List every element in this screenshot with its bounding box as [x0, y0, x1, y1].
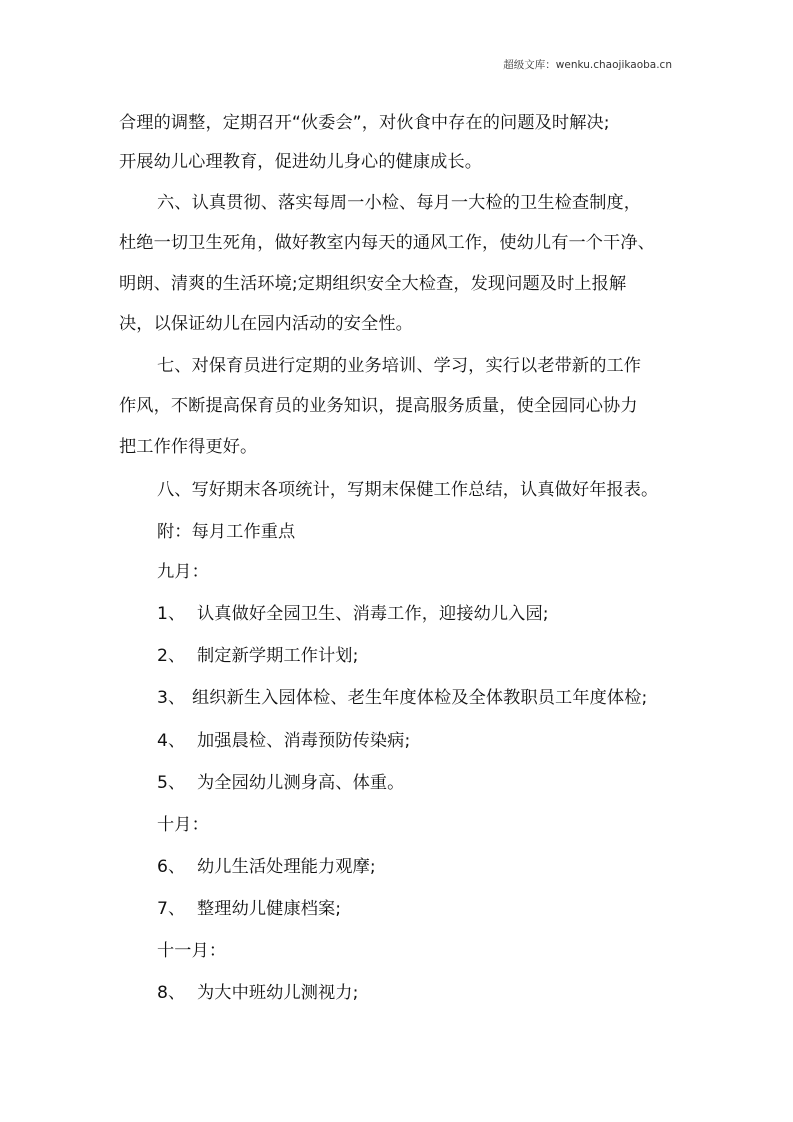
appendix-title: 附：每月工作重点 — [157, 522, 296, 542]
paragraph-line: 七、对保育员进行定期的业务培训、学习，实行以老带新的工作 — [157, 356, 642, 376]
paragraph-line: 八、写好期末各项统计，写期末保健工作总结，认真做好年报表。 — [157, 480, 659, 500]
list-number: 1、 — [157, 604, 186, 624]
paragraph-line: 六、认真贯彻、落实每周一小检、每月一大检的卫生检查制度， — [157, 193, 642, 213]
list-item — [157, 897, 341, 921]
list-number: 2、 — [157, 646, 186, 666]
paragraph-line: 开展幼儿心理教育，促进幼儿身心的健康成长。 — [119, 152, 483, 172]
list-text: 幼儿生活处理能力观摩; — [197, 857, 376, 877]
list-item — [157, 729, 410, 753]
paragraph-line: 明朗、清爽的生活环境;定期组织安全大检查，发现问题及时上报解 — [119, 274, 627, 294]
list-text: 为全园幼儿测身高、体重。 — [197, 773, 405, 793]
paragraph-line: 合理的调整，定期召开“伙委会”，对伙食中存在的问题及时解决; — [119, 113, 610, 133]
list-text: 整理幼儿健康档案; — [197, 899, 342, 919]
paragraph-line: 把工作作得更好。 — [119, 437, 258, 457]
paragraph-line: 作风，不断提高保育员的业务知识，提高服务质量，使全园同心协力 — [119, 396, 638, 416]
month-label: 十月： — [157, 815, 209, 835]
list-number: 5、 — [157, 773, 186, 793]
list-text: 制定新学期工作计划; — [197, 646, 359, 666]
list-text: 加强晨检、消毒预防传染病; — [197, 731, 411, 751]
list-text: 认真做好全园卫生、消毒工作，迎接幼儿入园; — [197, 604, 549, 624]
list-text: 组织新生入园体检、老生年度体检及全体教职员工年度体检; — [192, 688, 648, 708]
paragraph-line: 决，以保证幼儿在园内活动的安全性。 — [119, 314, 413, 334]
month-label: 十一月： — [157, 941, 227, 961]
list-item — [157, 981, 358, 1005]
list-number: 8、 — [157, 983, 186, 1003]
list-number: 7、 — [157, 899, 186, 919]
list-number: 4、 — [157, 731, 186, 751]
list-text: 为大中班幼儿测视力; — [197, 983, 359, 1003]
list-item — [157, 855, 376, 879]
list-number: 3、 — [157, 688, 186, 708]
paragraph-line: 杜绝一切卫生死角，做好教室内每天的通风工作，使幼儿有一个干净、 — [119, 233, 655, 253]
list-item — [157, 771, 404, 795]
month-label: 九月： — [157, 562, 209, 582]
list-item — [157, 602, 549, 626]
list-number: 6、 — [157, 857, 186, 877]
list-item — [157, 686, 647, 710]
site-watermark: 超级文库：wenku.chaojikaoba.cn — [503, 59, 672, 71]
list-item — [157, 644, 358, 668]
